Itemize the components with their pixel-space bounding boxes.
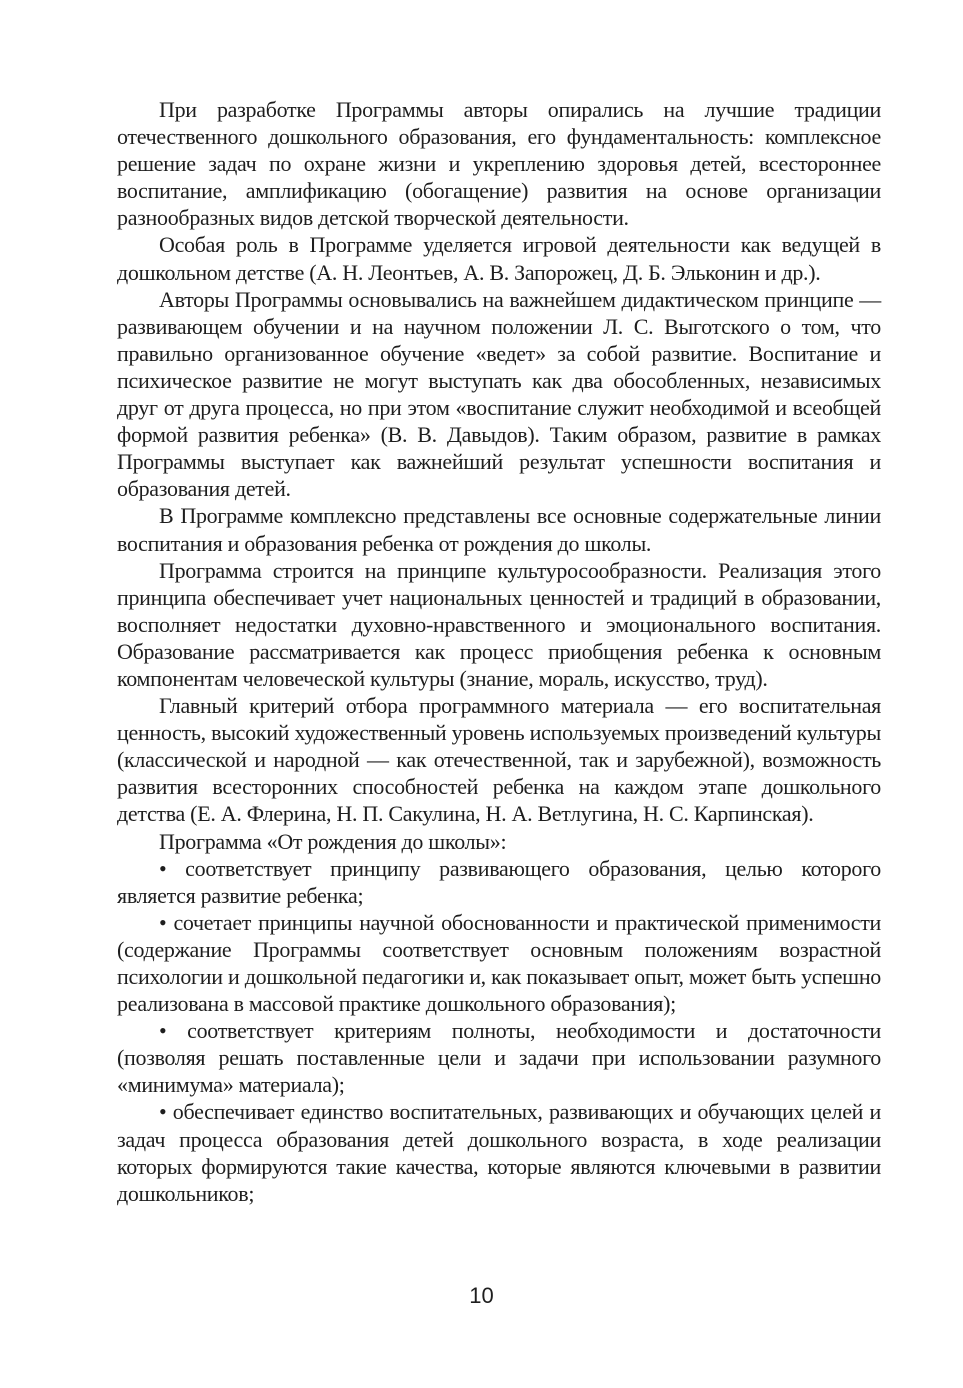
list-item: • соответствует критериям полноты, необходимости и достаточности (позволяя решать поставленные цели и задачи при использовании разумного «минимума» материала); <box>117 1018 881 1098</box>
paragraph-cultural-conformity: Программа строится на принципе культуросообразности. Реализация этого принципа обеспечивает учет национальных ценностей и традиций в образовании, восполняет недостатки духовно-нравственного и эмоционального воспитания. Образование рассматривается как процесс приобщения ребенка к основным компонентам человеческой культуры (знание, мораль, искусство, труд). <box>117 557 881 691</box>
paragraph-developmental-learning: Авторы Программы основывались на важнейшем дидактическом принципе — развивающем обучении и на научном положении Л. С. Выготского о том, что правильно организованное обучение «ведет» за собой развитие. Воспитание и психическое развитие не могут выступать как два обособленных, независимых друг от друга процесса, но при этом «воспитание служит необходимой и всеобщей формой развития ребенка» (В. В. Давыдов). Таким образом, развитие в рамках Программы выступает как важнейший результат успешности воспитания и образования детей. <box>117 286 881 502</box>
paragraph-traditions: При разработке Программы авторы опирались на лучшие традиции отечественного дошкольного образования, его фундаментальность: комплексное решение задач по охране жизни и укреплению здоровья детей, всестороннее воспитание, амплификацию (обогащение) развития на основе организации разнообразных видов детской творческой деятельности. <box>117 97 881 231</box>
page-body <box>117 96 881 1207</box>
list-item: • сочетает принципы научной обоснованности и практической применимости (содержание Программы соответствует основным положениям возрастной психологии и дошкольной педагогики и, как показывает опыт, может быть успешно реализована в массовой практике дошкольного образования); <box>117 909 881 1017</box>
list-item: • соответствует принципу развивающего образования, целью которого является развитие ребенка; <box>117 855 881 908</box>
paragraph-play-role: Особая роль в Программе уделяется игровой деятельности как ведущей в дошкольном детстве (А. Н. Леонтьев, А. В. Запорожец, Д. Б. Эльконин и др.). <box>117 232 881 285</box>
paragraph-list-intro: Программа «От рождения до школы»: <box>159 828 507 854</box>
list-item: • обеспечивает единство воспитательных, развивающих и обучающих целей и задач процесса образования детей дошкольного возраста, в ходе реализации которых формируются такие качества, которые являются ключевыми в развитии дошкольников; <box>117 1099 881 1206</box>
paragraph-selection-criterion: Главный критерий отбора программного материала — его воспитательная ценность, высокий художественный уровень используемых произведений культуры (классической и народной — как отечественной, так и зарубежной), возможность развития всесторонних способностей ребенка на каждом этапе дошкольного детства (Е. А. Флерина, Н. П. Сакулина, Н. А. Ветлугина, Н. С. Карпинская). <box>117 693 881 827</box>
paragraph-content-lines: В Программе комплексно представлены все основные содержательные линии воспитания и образования ребенка от рождения до школы. <box>117 503 881 556</box>
page-number: 10 <box>469 1283 494 1308</box>
